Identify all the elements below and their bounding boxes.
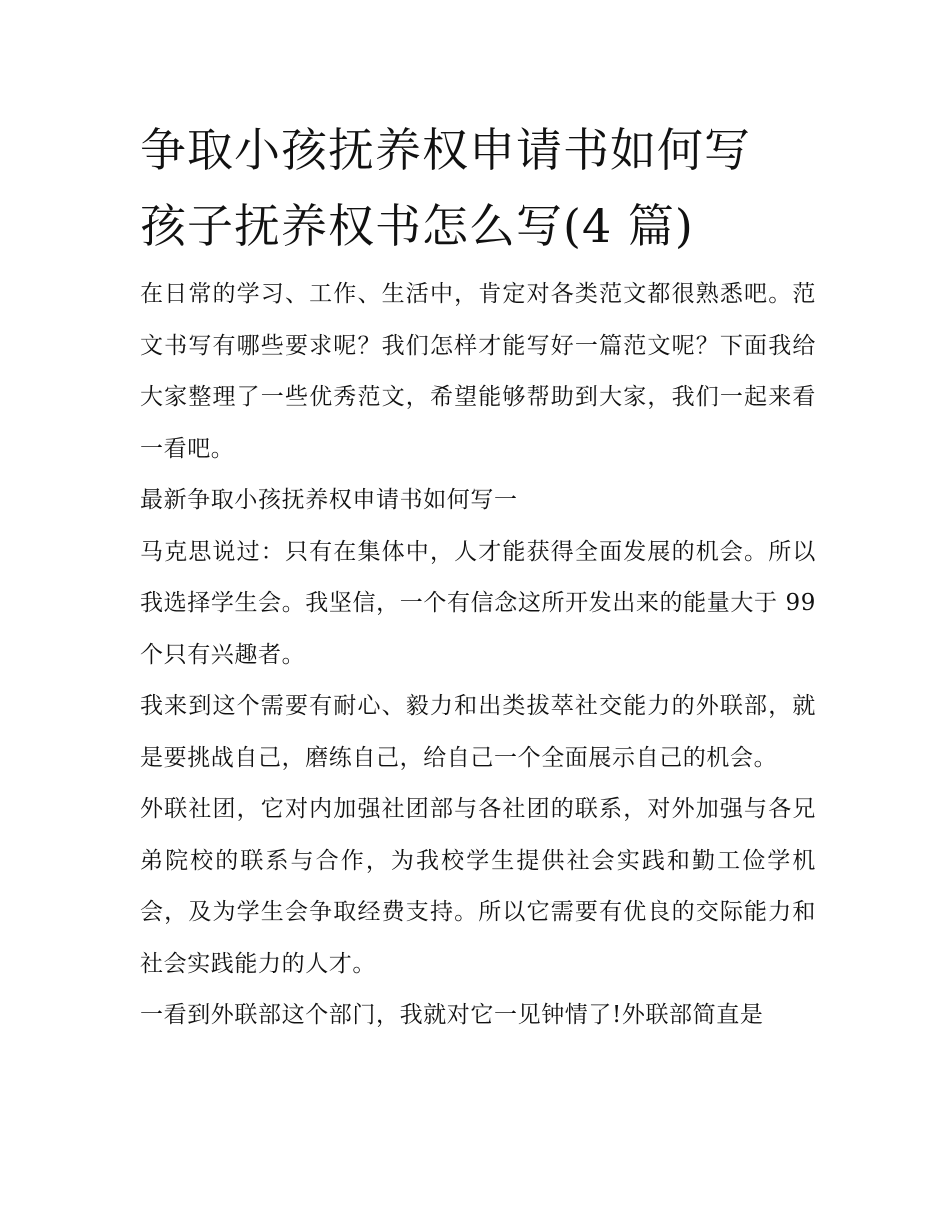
section-heading: 最新争取小孩抚养权申请书如何写一 <box>140 487 518 513</box>
title-line-2: 孩子抚养权书怎么写(4 篇) <box>140 199 694 253</box>
title-line-1: 争取小孩抚养权申请书如何写 <box>140 123 751 177</box>
body-paragraph: 一看到外联部这个部门，我就对它一见钟情了!外联部简直是 <box>140 1002 764 1028</box>
document-title <box>140 112 840 264</box>
body-paragraph: 马克思说过：只有在集体中，人才能获得全面发展的机会。所以我选择学生会。我坚信，一个有信念这所开发出来的能量大于 99 个只有兴趣者。 <box>140 538 816 668</box>
intro-paragraph: 在日常的学习、工作、生活中，肯定对各类范文都很熟悉吧。范文书写有哪些要求呢？我们怎样才能写好一篇范文呢？下面我给大家整理了一些优秀范文，希望能够帮助到大家，我们一起来看一看吧。 <box>140 281 816 462</box>
document-body <box>140 269 816 1042</box>
body-paragraph: 外联社团，它对内加强社团部与各社团的联系，对外加强与各兄弟院校的联系与合作，为我校学生提供社会实践和勤工俭学机会，及为学生会争取经费支持。所以它需要有优良的交际能力和社会实践能力的人才。 <box>140 796 816 977</box>
body-paragraph: 我来到这个需要有耐心、毅力和出类拔萃社交能力的外联部，就是要挑战自己，磨练自己，给自己一个全面展示自己的机会。 <box>140 693 816 771</box>
